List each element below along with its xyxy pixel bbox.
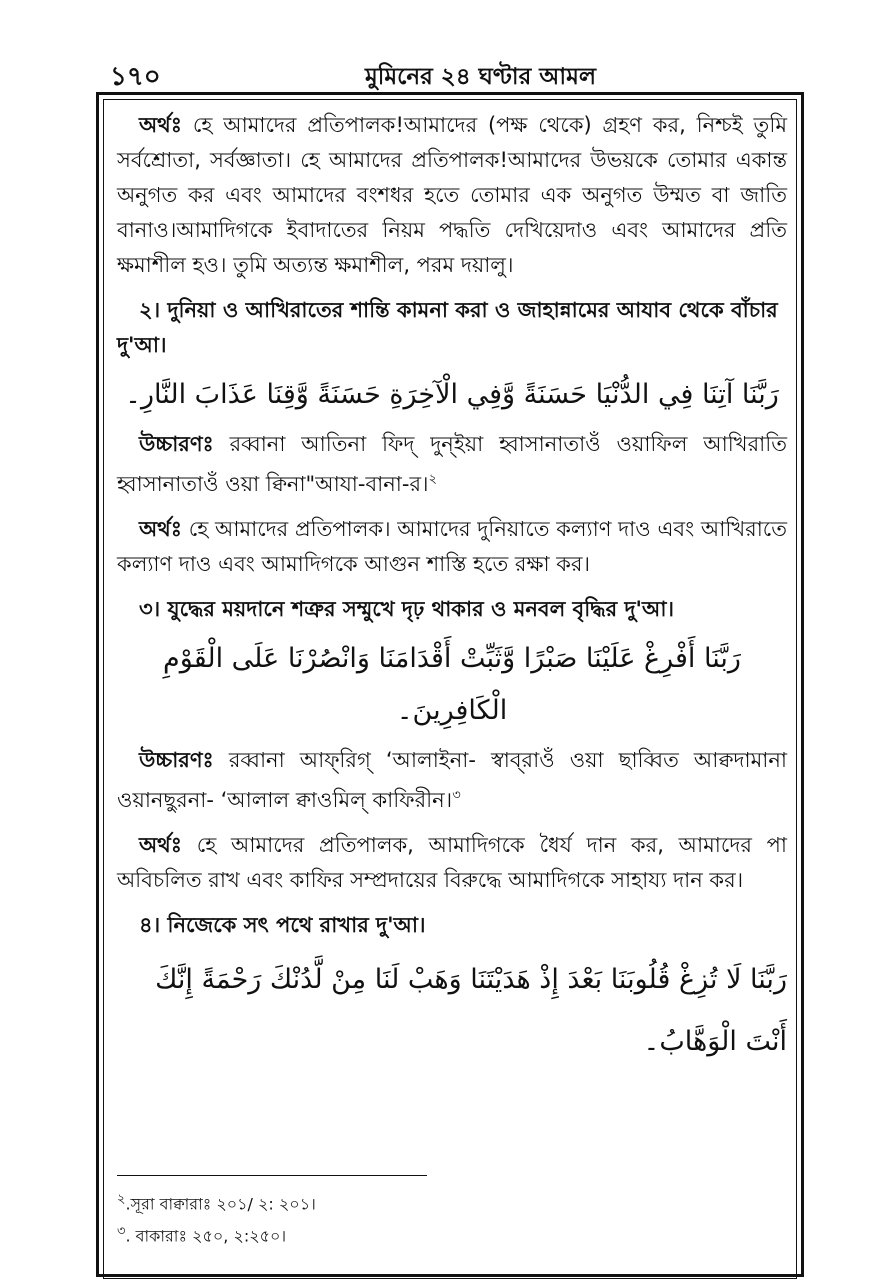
meaning-label: অর্থঃ — [139, 113, 182, 137]
footnote-ref: ২ — [428, 472, 437, 487]
pronunciation-label: উচ্চারণঃ — [139, 748, 214, 772]
pronunciation-text: রব্বানা আতিনা ফিদ্ দুন্ইয়া হ্বাসানাতাওঁ ওয়াফিল আখিরাতি হ্বাসানাতাওঁ ওয়া ক্বিনা"আযা-বানা-র। — [117, 432, 787, 496]
page-body — [117, 108, 787, 1073]
intro-meaning — [117, 108, 787, 283]
footnote-text: .সূরা বাক্বারাঃ ২০১/ ২: ২০১। — [125, 1194, 316, 1214]
footnote-item — [117, 1186, 777, 1218]
footnote-item — [117, 1218, 777, 1250]
dua2-meaning — [117, 512, 787, 582]
running-title: মুমিনের ২৪ ঘণ্টার আমল — [365, 64, 596, 90]
footnote-mark: ২ — [117, 1192, 126, 1207]
meaning-label: অর্থঃ — [139, 517, 182, 541]
meaning-text: হে আমাদের প্রতিপালক। আমাদের দুনিয়াতে কল্যাণ দাও এবং আখিরাতে কল্যাণ দাও এবং আমাদিগকে আগুন শাস্তি হতে রক্ষা কর। — [117, 517, 787, 576]
dua3-heading: ৩। যুদ্ধের ময়দানে শত্রুর সম্মুখে দৃঢ় থাকার ও মনবল বৃদ্ধির দু'আ। — [139, 597, 674, 621]
page-number: ১৭০ — [110, 62, 161, 92]
dua3-arabic: رَبَّنَا أَفْرِغْ عَلَيْنَا صَبْرًا وَّثَبِّتْ أَقْدَامَنَا وَانْصُرْنَا عَلَى الْقَوْمِ الْكَافِرِينَ۔ — [163, 643, 741, 726]
dua2-pronunciation — [117, 427, 787, 502]
footnote-divider — [117, 1175, 427, 1176]
dua4-heading: ৪। নিজেকে সৎ পথে রাখার দু'আ। — [139, 913, 426, 937]
pronunciation-label: উচ্চারণঃ — [139, 432, 214, 456]
page-header — [0, 52, 870, 92]
meaning-label: অর্থঃ — [139, 833, 182, 857]
meaning-text: হে আমাদের প্রতিপালক, আমাদিগকে ধৈর্য দান কর, আমাদের পা অবিচলিত রাখ এবং কাফির সম্প্রদায়ের বিরুদ্ধে আমাদিগকে সাহায্য দান কর। — [117, 833, 787, 892]
footnote-ref: ৩ — [452, 788, 461, 803]
dua3-pronunciation — [117, 743, 787, 818]
footnotes — [117, 1186, 777, 1251]
pronunciation-text: রব্বানা আফ্‌রিগ্ ‘আলাইনা- স্বাব্‌রাওঁ ওয়া ছাব্বিত আক্বদামানা ওয়ানছুরনা- ‘আলাল ক্বাওমিল্ কাফিরীন। — [117, 748, 787, 812]
dua2-arabic: رَبَّنَا آتِنَا فِي الدُّنْيَا حَسَنَةً وَّفِي الْآخِرَةِ حَسَنَةً وَّقِنَا عَذَابَ النَّارِ۔ — [125, 379, 779, 410]
footnote-mark: ৩ — [117, 1224, 126, 1240]
dua3-meaning — [117, 828, 787, 898]
dua4-arabic: رَبَّنَا لَا تُزِغْ قُلُوبَنَا بَعْدَ إِذْ هَدَيْتَنَا وَهَبْ لَنَا مِنْ لَّدُنْكَ رَحْمَةً إِنَّكَ أَنْتَ الْوَهَّابُ۔ — [155, 964, 787, 1057]
footnote-text: . বাকারাঃ ২৫০, ২:২৫০। — [125, 1226, 287, 1246]
meaning-text: হে আমাদের প্রতিপালক!আমাদের (পক্ষ থেকে) গ্রহণ কর, নিশ্চই তুমি সর্বশ্রোতা, সর্বজ্ঞাতা। হে আমাদের প্রতিপালক!আমাদের উভয়কে তোমার একান্ত অনুগত কর এবং আমাদের বংশধর হতে তোমার এক অনুগত উম্মত বা জাতি বানাও।আমাদিগকে ইবাদাতের নিয়ম পদ্ধতি দেখিয়েদাও এবং আমাদের প্রতি ক্ষমাশীল হও। তুমি অত্যন্ত ক্ষমাশীল, পরম দয়ালু। — [117, 113, 787, 277]
dua2-heading: ২। দুনিয়া ও আখিরাতের শান্তি কামনা করা ও জাহান্নামের আযাব থেকে বাঁচার দু'আ। — [117, 298, 778, 357]
